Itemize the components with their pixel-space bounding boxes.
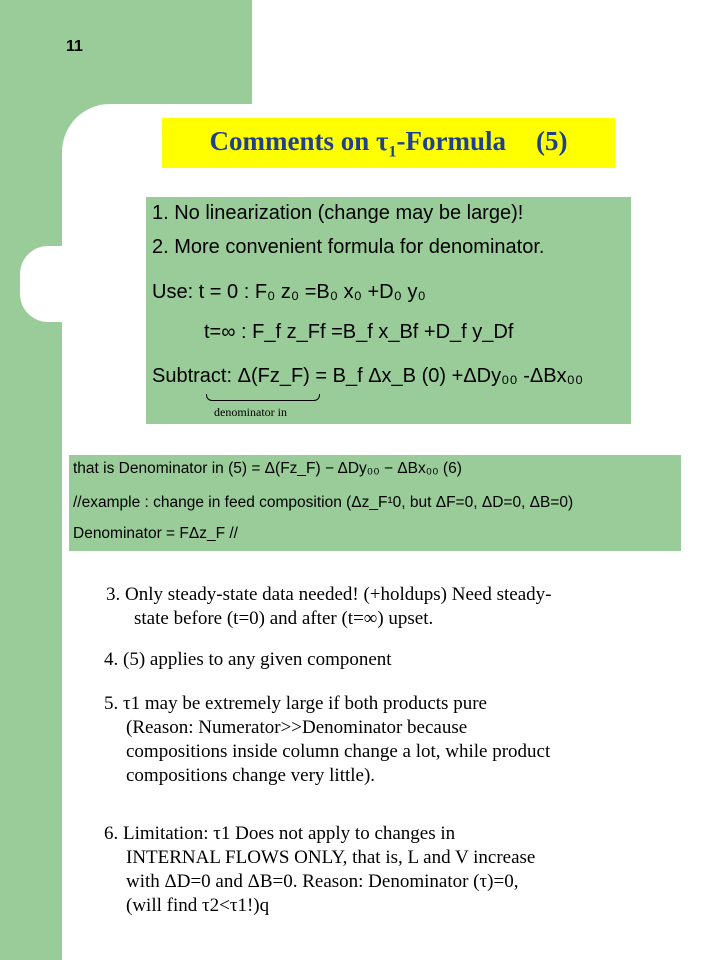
underbrace-label: denominator in [214, 405, 287, 419]
item-3 [106, 583, 551, 631]
box1-line-4: t=∞ : F_f z_Ff =B_f x_Bf +D_f y_Df [204, 321, 514, 343]
item-3-line: state before (t=0) and after (t=∞) upset. [134, 608, 434, 629]
item-6-line: (will find τ2<τ1!)q [126, 895, 270, 916]
item-5 [104, 692, 550, 788]
item-5-line: compositions change very little). [126, 765, 376, 786]
box1-line-1: 1. No linearization (change may be large)! [152, 202, 524, 224]
item-4-line: 4. (5) applies to any given component [104, 649, 392, 670]
white-side-tab [20, 246, 100, 322]
box1-line-3: Use: t = 0 : F₀ z₀ =B₀ x₀ +D₀ y₀ [152, 281, 426, 303]
item-5-line: 5. τ1 may be extremely large if both products pure [104, 693, 487, 714]
formula-box-1 [146, 197, 631, 424]
title-suffix: -Formula [396, 126, 506, 156]
title-subscript: 1 [388, 143, 397, 161]
box1-line-2: 2. More convenient formula for denominator. [152, 236, 545, 258]
item-3-line: 3. Only steady-state data needed! (+holdups) Need steady- [106, 584, 552, 605]
item-4 [104, 648, 392, 672]
underbrace [206, 394, 320, 401]
box2-line-3: Denominator = FΔz_F // [73, 525, 238, 542]
title-prefix: Comments on τ [209, 126, 389, 156]
slide-title [162, 118, 615, 168]
item-6-line: INTERNAL FLOWS ONLY, that is, L and V increase [126, 847, 536, 868]
box2-line-1: that is Denominator in (5) = Δ(Fz_F) − ΔDy₀₀ − ΔBx₀₀ (6) [73, 460, 462, 477]
page-number: 11 [66, 38, 83, 55]
title-number: (5) [535, 126, 568, 156]
green-top-block [0, 0, 252, 104]
item-5-line: (Reason: Numerator>>Denominator because [126, 717, 468, 738]
item-6-line: with ΔD=0 and ΔB=0. Reason: Denominator (τ)=0, [126, 871, 519, 892]
item-6 [104, 822, 535, 918]
green-left-bar [0, 0, 62, 960]
formula-box-2 [69, 455, 681, 551]
box2-line-2: //example : change in feed composition (Δz_F¹0, but ΔF=0, ΔD=0, ΔB=0) [73, 494, 574, 511]
box1-line-5: Subtract: Δ(Fz_F) = B_f Δx_B (0) +ΔDy₀₀ -ΔBx₀₀ [152, 365, 584, 387]
item-5-line: compositions inside column change a lot, while product [126, 741, 551, 762]
item-6-line: 6. Limitation: τ1 Does not apply to changes in [104, 823, 456, 844]
